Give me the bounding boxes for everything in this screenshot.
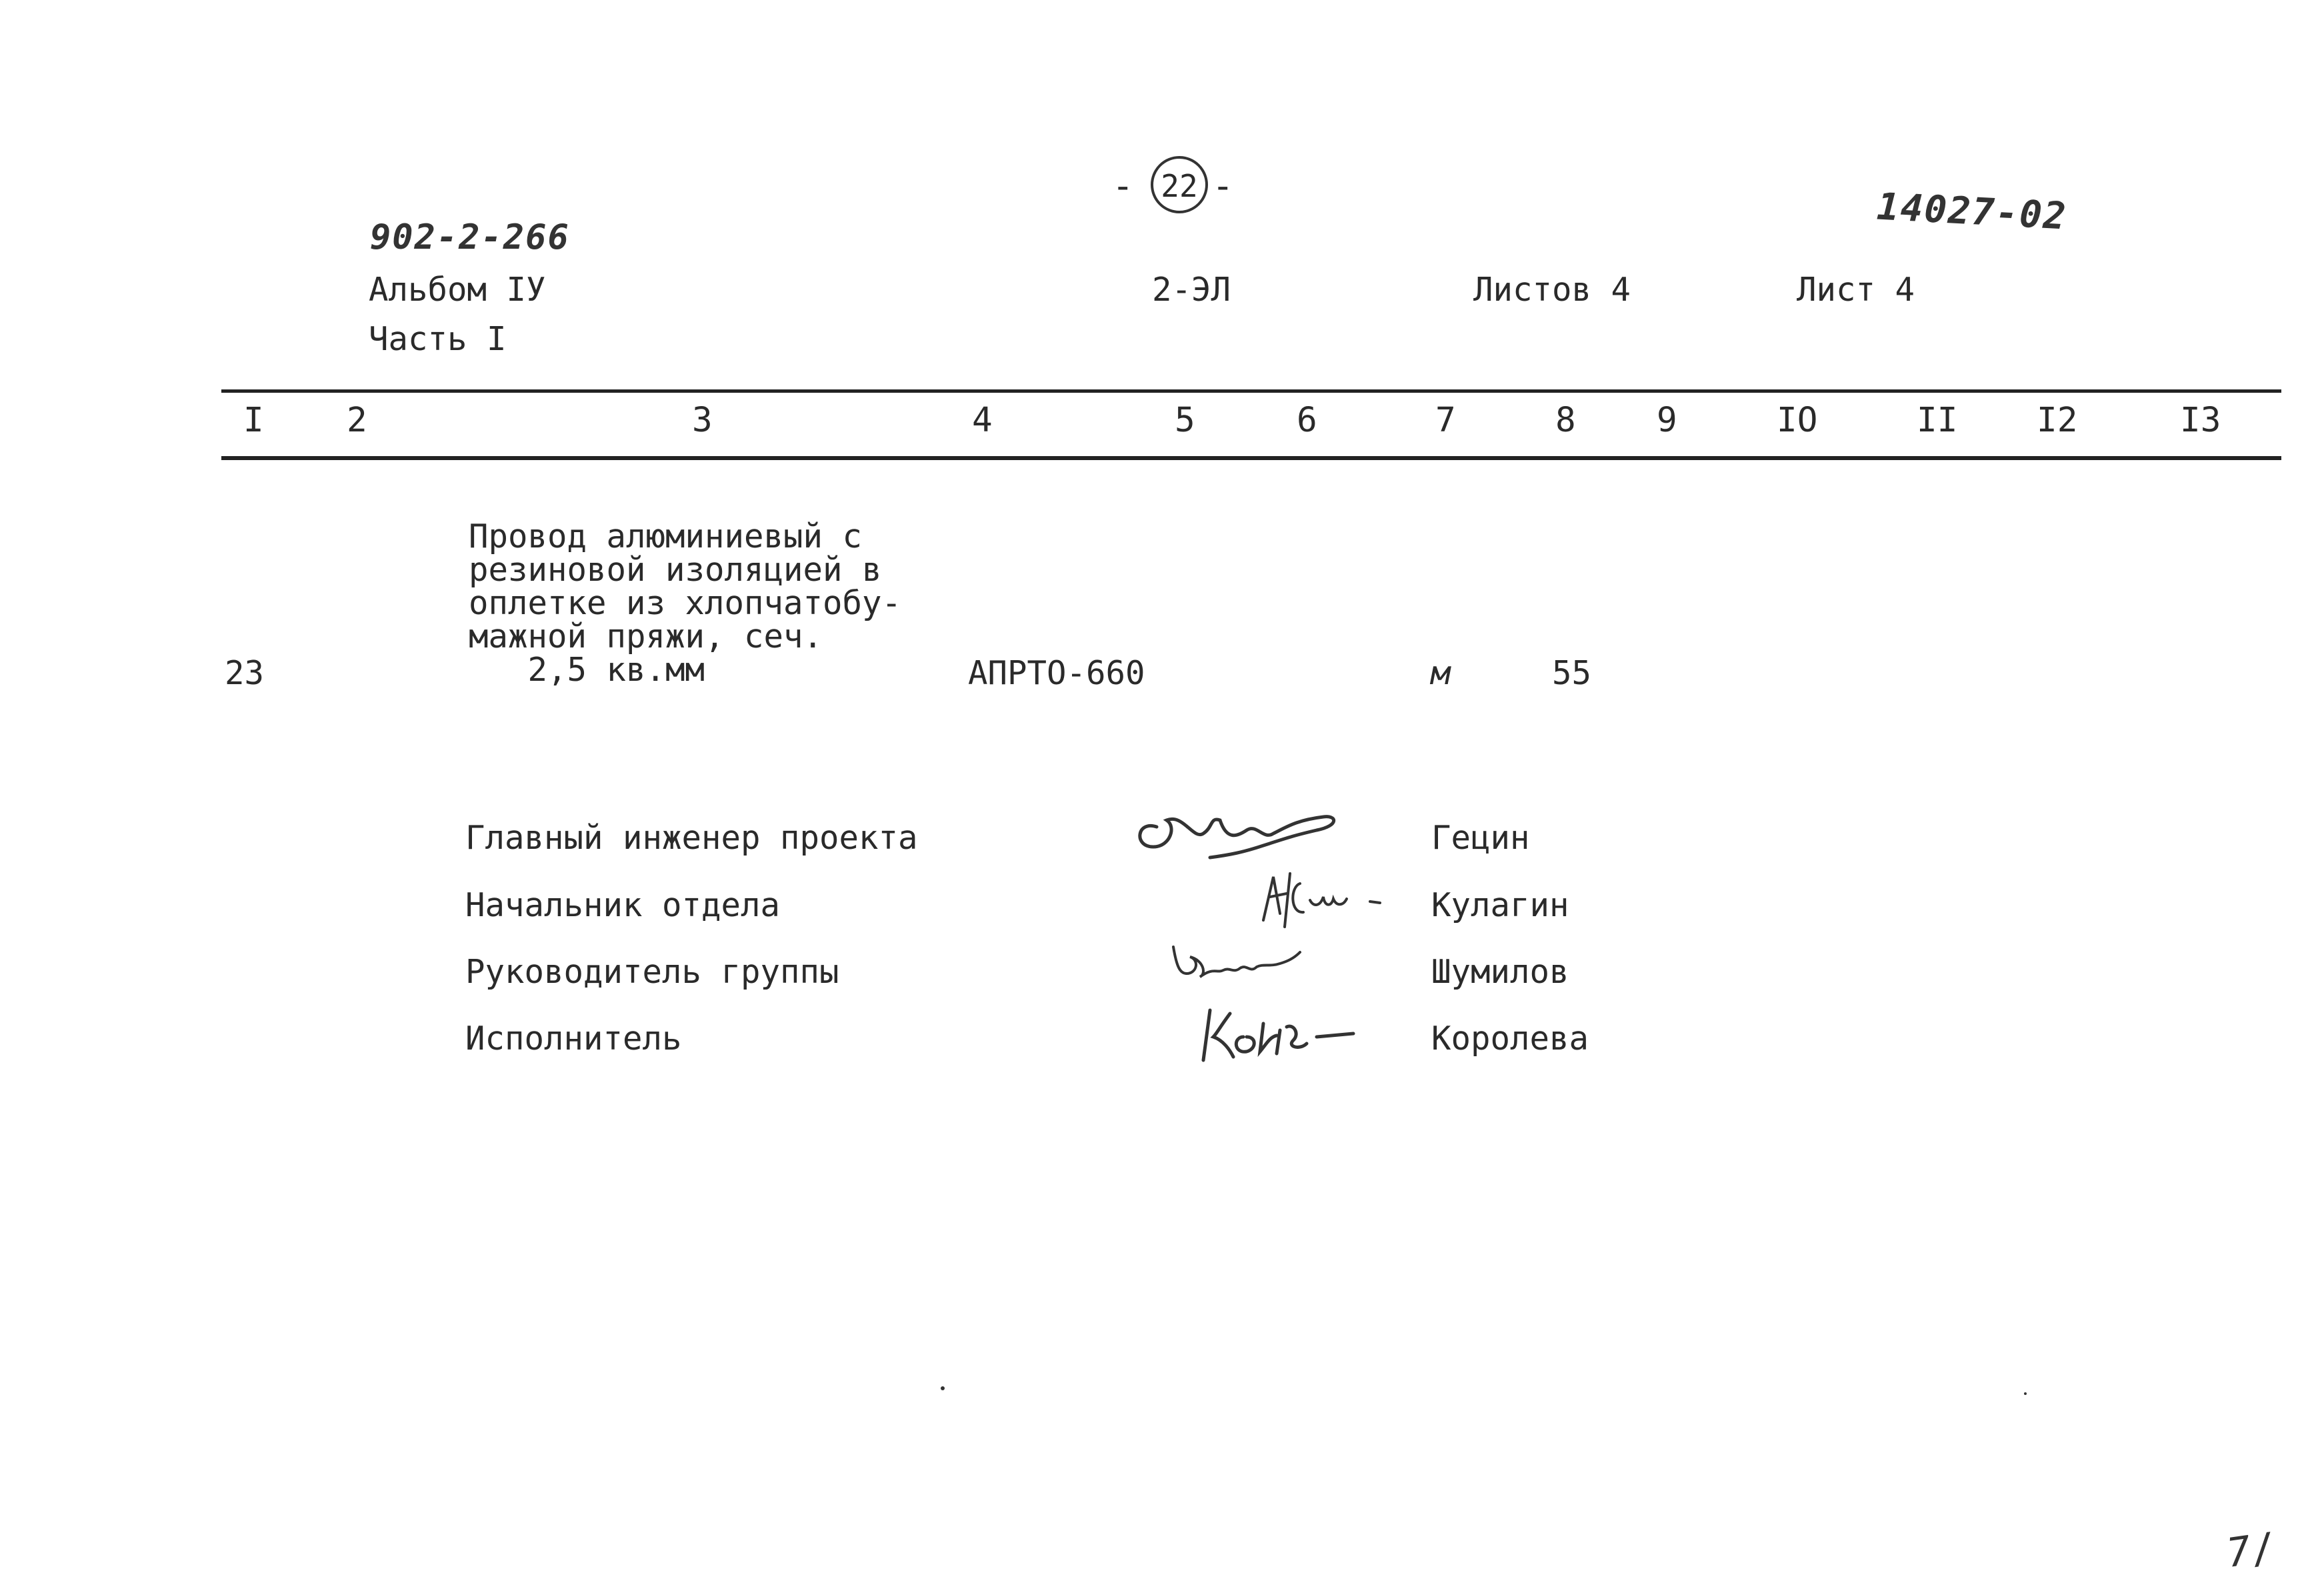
signature-scribble-executor xyxy=(1193,997,1367,1073)
column-header-6: 6 xyxy=(1297,401,1317,440)
row-type: АПРТО-660 xyxy=(968,654,1145,692)
row-description-line: мажной пряжи, сеч. xyxy=(469,617,823,655)
column-header-8: 8 xyxy=(1555,401,1576,440)
signature-role: Главный инженер проекта xyxy=(465,819,918,857)
column-header-5: 5 xyxy=(1175,401,1195,440)
row-description-line: резиновой изоляцией в xyxy=(469,551,882,589)
column-header-12: I2 xyxy=(2037,401,2078,440)
signature-role: Руководитель группы xyxy=(465,953,839,991)
page-number-dash-left: - xyxy=(1112,165,1134,207)
signature-scribble-group-lead xyxy=(1163,934,1317,996)
column-header-2: 2 xyxy=(347,401,367,440)
signature-role: Начальник отдела xyxy=(465,886,781,924)
signature-scribble-chief-engineer xyxy=(1130,800,1350,870)
row-position: 23 xyxy=(225,654,265,692)
project-code: 902-2-266 xyxy=(370,217,570,257)
signature-name: Гецин xyxy=(1431,819,1530,857)
column-header-1: I xyxy=(243,401,264,440)
signature-name: Кулагин xyxy=(1431,886,1569,924)
row-description-line: 2,5 кв.мм xyxy=(469,651,705,689)
sheets-total: Листов 4 xyxy=(1473,271,1631,309)
sheet-code: 2-ЭЛ xyxy=(1152,271,1231,309)
row-description-line: Провод алюминиевый с xyxy=(469,517,863,555)
album-label: Альбом IУ xyxy=(369,271,546,309)
stray-dot xyxy=(941,1386,945,1390)
signature-name: Королева xyxy=(1431,1020,1589,1058)
signature-scribble-department-head xyxy=(1250,860,1397,936)
sheet-number: Лист 4 xyxy=(1797,271,1915,309)
signature-name: Шумилов xyxy=(1431,953,1569,991)
column-header-7: 7 xyxy=(1435,401,1456,440)
page-number: 22 xyxy=(1161,168,1198,204)
inventory-number: 14027-02 xyxy=(1875,185,2069,239)
table-header-bottom-rule xyxy=(221,456,2281,460)
column-header-13: I3 xyxy=(2180,401,2221,440)
column-header-9: 9 xyxy=(1657,401,1677,440)
column-header-4: 4 xyxy=(972,401,993,440)
table-top-rule xyxy=(221,389,2281,393)
signature-role: Исполнитель xyxy=(465,1020,682,1058)
corner-mark: 7/ xyxy=(2223,1524,2281,1577)
row-description xyxy=(469,517,902,689)
row-description-line: оплетке из хлопчатобу- xyxy=(469,584,902,622)
stray-dot xyxy=(2024,1392,2027,1395)
column-header-3: 3 xyxy=(692,401,713,440)
row-unit: м xyxy=(1431,654,1451,692)
page-number-dash-right: - xyxy=(1212,165,1234,207)
row-quantity: 55 xyxy=(1552,654,1592,692)
column-header-11: II xyxy=(1917,401,1958,440)
part-label: Часть I xyxy=(369,320,507,358)
column-header-10: IO xyxy=(1777,401,1818,440)
